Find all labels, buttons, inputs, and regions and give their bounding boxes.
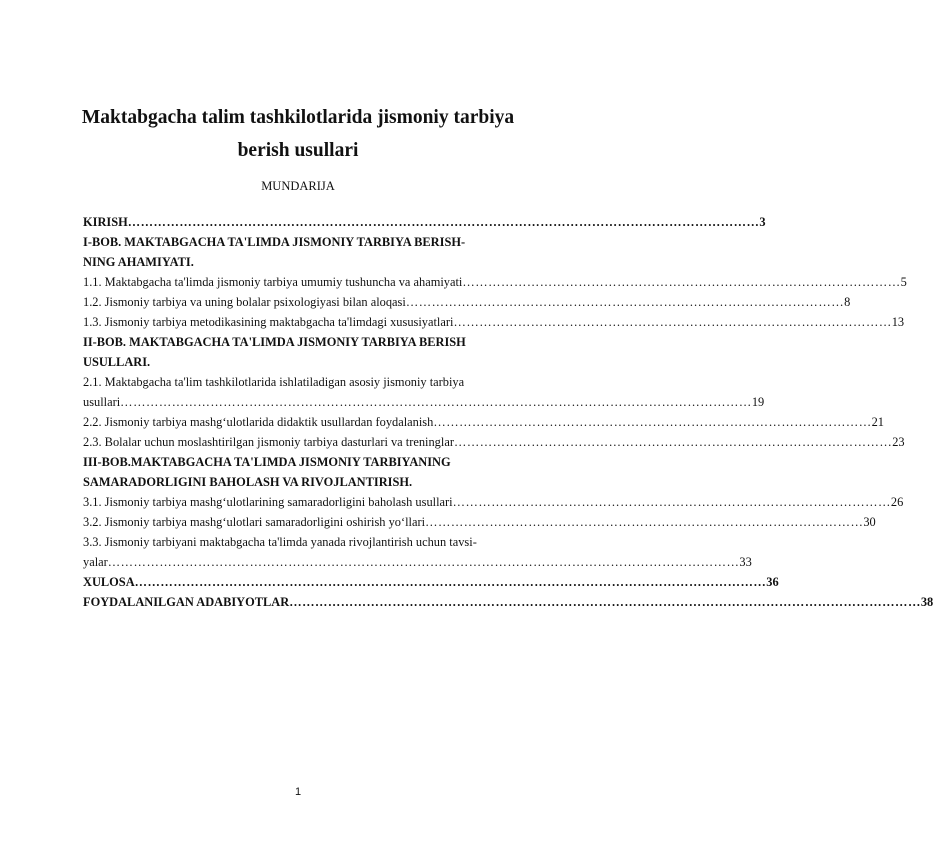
toc-entry-2-2[interactable] — [83, 412, 884, 432]
toc-entry-3-3-line-1[interactable]: 3.3. Jismoniy tarbiyani maktabgacha ta'limda yanada rivojlantirish uchun tavsi- — [83, 535, 477, 549]
toc-entry-text: yalar — [83, 555, 108, 569]
toc-entry-3-2[interactable] — [83, 512, 876, 532]
toc-leader-dots: ………………………………………………………………………………………… — [433, 415, 872, 429]
toc-chapter-2-line-1[interactable]: II-BOB. MAKTABGACHA TA'LIMDA JISMONIY TARBIYA BERISH — [83, 335, 466, 349]
toc-leader-dots: ………………………………………………………………………………………………………………………………… — [127, 215, 760, 229]
toc-page-number: 21 — [871, 415, 884, 429]
toc-entry-3-1[interactable] — [83, 492, 904, 512]
toc-leader-dots: ………………………………………………………………………………………………………………………………… — [107, 555, 740, 569]
toc-leader-dots: ………………………………………………………………………………………… — [452, 495, 891, 509]
toc-entry-text: 2.2. Jismoniy tarbiya mashg‘ulotlarida didaktik usullardan foydalanish — [83, 415, 434, 429]
toc-leader-dots: ………………………………………………………………………………………………………………………………… — [120, 395, 752, 409]
toc-page-number: 36 — [766, 575, 779, 589]
toc-entry-text: 3.1. Jismoniy tarbiya mashg‘ulotlarining samaradorligini baholash usullari — [83, 495, 453, 509]
toc-entry-text: 1.2. Jismoniy tarbiya va uning bolalar psixologiyasi bilan aloqasi — [83, 295, 406, 309]
toc-chapter-1-line-1[interactable]: I-BOB. MAKTABGACHA TA'LIMDA JISMONIY TARBIYA BERISH- — [83, 235, 466, 249]
toc-leader-dots: ………………………………………………………………………………………… — [405, 295, 845, 309]
toc-entry-2-3[interactable] — [83, 432, 905, 452]
toc-entry-text: 1.1. Maktabgacha ta'limda jismoniy tarbiya umumiy tushuncha va ahamiyati — [83, 275, 463, 289]
toc-page-number: 8 — [844, 295, 851, 309]
toc-entry-text: usullari — [83, 395, 121, 409]
toc-entry-text: FOYDALANILGAN ADABIYOTLAR — [83, 595, 290, 609]
toc-entry-3-3-line-2[interactable] — [83, 552, 752, 572]
document-title — [60, 101, 536, 167]
toc-entry-text: 1.3. Jismoniy tarbiya metodikasining maktabgacha ta'limdagi xususiyatlari — [83, 315, 454, 329]
toc-entry-2-1-line-1[interactable]: 2.1. Maktabgacha ta'lim tashkilotlarida ishlatiladigan asosiy jismoniy tarbiya — [83, 375, 465, 389]
toc-page-number: 30 — [863, 515, 876, 529]
page-number: 1 — [294, 786, 302, 798]
toc-page-number: 19 — [751, 395, 765, 409]
table-of-contents — [83, 212, 933, 612]
toc-leader-dots: ………………………………………………………………………………………… — [453, 315, 892, 329]
toc-entry-text: 3.2. Jismoniy tarbiya mashg‘ulotlari samaradorligini oshirish yo‘llari — [83, 515, 426, 529]
toc-page-number: 38 — [920, 595, 933, 609]
toc-page-number: 3 — [759, 215, 766, 229]
toc-heading: MUNDARIJA — [261, 179, 335, 193]
toc-leader-dots: ………………………………………………………………………………………………………………………………… — [289, 595, 921, 609]
toc-chapter-1-line-2[interactable]: NING AHAMIYATI. — [83, 255, 194, 269]
toc-page-number: 13 — [891, 315, 905, 329]
toc-leader-dots: ………………………………………………………………………………………… — [425, 515, 864, 529]
toc-chapter-3-line-1[interactable]: III-BOB.MAKTABGACHA TA'LIMDA JISMONIY TARBIYANING — [83, 455, 451, 469]
toc-entry-kirish[interactable] — [83, 212, 766, 232]
toc-entry-text: KIRISH — [83, 215, 128, 229]
toc-entry-1-1[interactable] — [83, 272, 907, 292]
toc-leader-dots: ………………………………………………………………………………………… — [462, 275, 901, 289]
toc-entry-1-2[interactable] — [83, 292, 851, 312]
toc-page-number: 26 — [890, 495, 904, 509]
toc-leader-dots: ………………………………………………………………………………………………………………………………… — [134, 575, 767, 589]
toc-page-number: 23 — [892, 435, 905, 449]
toc-chapter-3-line-2[interactable]: SAMARADORLIGINI BAHOLASH VA RIVOJLANTIRISH. — [83, 475, 413, 489]
document-title-line-1: Maktabgacha talim tashkilotlarida jismoniy tarbiya — [81, 107, 515, 128]
document-title-line-2: berish usullari — [237, 140, 359, 161]
toc-chapter-2-line-2[interactable]: USULLARI. — [83, 355, 151, 369]
toc-leader-dots: ………………………………………………………………………………………… — [453, 435, 893, 449]
toc-entry-xulosa[interactable] — [83, 572, 779, 592]
toc-page-number: 33 — [739, 555, 752, 569]
toc-entry-text: XULOSA — [83, 575, 135, 589]
toc-entry-foydalanilgan-adabiyotlar[interactable] — [83, 592, 933, 612]
toc-page-number: 5 — [900, 275, 907, 289]
toc-entry-1-3[interactable] — [83, 312, 905, 332]
toc-entry-2-1-line-2[interactable] — [83, 392, 765, 412]
toc-entry-text: 2.3. Bolalar uchun moslashtirilgan jismoniy tarbiya dasturlari va treninglar — [83, 435, 454, 449]
